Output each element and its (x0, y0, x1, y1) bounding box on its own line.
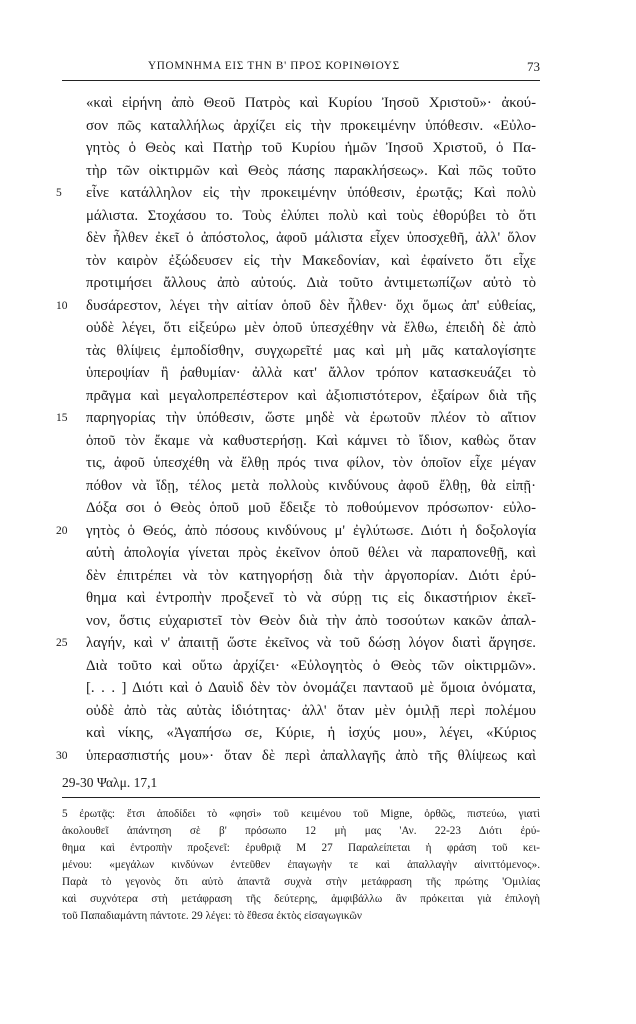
page-number: 73 (527, 59, 540, 74)
footnote-text: ἀκολουθεῖ ἀπάντηση σὲ β' πρόσωπο 12 μὴ μας 'Αν. 22-23 Διότι ἐρύ- (62, 825, 540, 837)
running-head (62, 60, 540, 78)
footnotes-block (62, 806, 540, 925)
footnote-text: Παρὰ τὸ γεγονὸς ὅτι αὐτὸ ἀπαντᾶ συχνὰ στὴν μετάφραση τῆς πρώτης 'Ομιλίας (62, 876, 540, 888)
text-line (86, 250, 536, 273)
main-text-block (56, 92, 536, 767)
footnote-line (62, 806, 540, 823)
text-line (86, 362, 536, 385)
footnote-text: τοῦ Παπαδιαμάντη πάντοτε. 29 λέγει: τὸ ἔθεσα ἐκτὸς εἰσαγωγικῶν (62, 910, 362, 922)
footnote-text: 5 ἐρωτᾷς: ἔτσι ἀποδίδει τὸ «φησὶ» τοῦ κειμένου τοῦ Migne, ὀρθῶς, πιστεύω, γιατὶ (62, 808, 540, 820)
line-text: ὑπερασπιστής μου»· ὅταν δὲ περὶ ἀπαλλαγῆς ἀπὸ τῆς θλίψεως καὶ (86, 747, 536, 764)
text-line (86, 317, 536, 340)
line-text: ὑπεροψίαν ἢ ῥαθυμίαν· ἀλλὰ κατ' ἄλλον τρόπον κατασκευάζει τὸ (86, 365, 536, 381)
line-number: 25 (56, 637, 68, 649)
text-line (56, 182, 536, 205)
text-line (86, 115, 536, 138)
line-text: μάλιστα. Στοχάσου το. Τοὺς ἐλύπει πολὺ καὶ τοὺς ἐθορύβει τὸ ὅτι (86, 207, 536, 224)
line-text: οὐδὲ ἀπὸ τὰς αὐτὰς ἰδιότητας· ἀλλ' ὅταν μὲν ὁμιλῇ περὶ πολέμου (86, 702, 536, 719)
line-text: θημα καὶ ἐντροπὴν προξενεῖ τὸ νὰ σύρῃ τις εἰς δικαστήριον ἐκεῖ- (86, 590, 536, 606)
line-text: τὰς θλίψεις ἐμποδίσθην, συγχωρεῖτέ μας καὶ μὴ μᾶς καταλογίσητε (86, 342, 536, 359)
text-line (86, 475, 536, 498)
line-text: παρηγορίας τὴν ὑπόθεσιν, ὥστε μηδὲ νὰ ἐρωτοῦν πλέον τὸ αἴτιον (86, 410, 536, 426)
text-line (86, 655, 536, 678)
line-number: 10 (56, 299, 68, 312)
text-line (56, 745, 536, 768)
text-line (86, 587, 536, 610)
text-line (86, 542, 536, 565)
line-text: δὲν ἦλθεν ἐκεῖ ὁ ἀπόστολος, ἀφοῦ μάλιστα εἶχεν ὑποσχεθῆ, ἀλλ' ὅλον (86, 230, 536, 246)
text-line (56, 295, 536, 318)
footnote-line (62, 823, 540, 840)
line-number: 5 (56, 187, 62, 199)
line-text: σον πῶς καταλλήλως ἀρχίζει εἰς τὴν προκειμένην ὑπόθεσιν. «Εὐλο- (86, 117, 536, 134)
line-text: «καὶ εἰρήνη ἀπὸ Θεοῦ Πατρὸς καὶ Κυρίου Ἰησοῦ Χριστοῦ»· ἀκού- (86, 95, 536, 111)
footnote-line (62, 908, 540, 925)
footnote-text: μένου: «μεγάλων κινδύνων ἐντεῦθεν ἐπαγωγὴν τε καὶ ἀπαλλαγὴν αἰνιττόμενος». (62, 859, 540, 871)
scripture-reference: 29-30 Ψαλμ. 17,1 (62, 775, 158, 790)
footnote-line (62, 891, 540, 908)
text-line (86, 92, 536, 115)
text-line (86, 610, 536, 633)
text-line (86, 677, 536, 700)
line-text: ὁποῦ τὸν ἔκαμε νὰ καθυστερήσῃ. Καὶ κάμνει τὸ ἴδιον, καθὼς ὅταν (86, 432, 536, 449)
text-line (86, 430, 536, 453)
line-number: 30 (56, 749, 68, 762)
footnote-text: καὶ συχνότερα στὴ μετάφραση τῆς δεύτερης, ἀμφιβάλλω ἂν πρόκειται γιὰ ἐπιλογὴ (62, 893, 540, 905)
line-text: λαγήν, καὶ ν' ἀπαιτῇ ὥστε ἐκεῖνος νὰ τοῦ δώσῃ λόγον διατὶ ἄργησε. (86, 635, 536, 651)
text-line (86, 227, 536, 250)
text-line (56, 520, 536, 543)
footnote-line (62, 840, 540, 857)
text-line (56, 407, 536, 430)
line-text: [. . . ] Διότι καὶ ὁ Δαυὶδ δὲν τὸν ὀνομάζει πανταοῦ μὲ ὅμοια ὀνόματα, (86, 680, 536, 696)
line-text: Διὰ τοῦτο καὶ οὕτω ἀρχίζει· «Εὐλογητὸς ὁ Θεὸς τῶν οἰκτιρμῶν». (86, 657, 536, 674)
footnote-rule (62, 797, 540, 798)
line-text: αὐτὴ ἀπολογία γίνεται πρὸς ἐκεῖνον ὁποῦ θέλει νὰ παραπονεθῇ, καὶ (86, 545, 536, 561)
line-text: δὲν ἐπιτρέπει νὰ τὸν κατηγορήσῃ διὰ τὴν ἀργοπορίαν. Διότι ἐρύ- (86, 567, 536, 584)
line-number: 15 (56, 412, 68, 424)
text-line (86, 160, 536, 183)
line-text: πρᾶγμα καὶ μεγαλοπρεπέστερον καὶ ἀξιοπιστότερον, ἐξαίρων διὰ τῆς (86, 387, 536, 404)
footnote-line (62, 874, 540, 891)
footnote-line (62, 857, 540, 874)
line-text: τις, ἀφοῦ ὑπεσχέθη νὰ ἔλθῃ πρός τινα φίλον, τὸν ὁποῖον εἶχε μέγαν (86, 455, 536, 471)
line-text: καὶ νίκης, «Ἀγαπήσω σε, Κύριε, ἡ ἰσχύς μου», λέγει, «Κύριος (86, 725, 536, 741)
text-line (86, 385, 536, 408)
line-text: οὐδὲ λέγει, ὅτι εἰξεύρω μὲν ὁποῦ ὑπεσχέθην νὰ ἔλθω, ἐπειδὴ δὲ ἀπὸ (86, 320, 536, 336)
line-text: γητὸς ὁ Θεός, ἀπὸ πόσους κινδύνους μ' ἐγλύτωσε. Διότι ἡ δοξολογία (86, 522, 536, 539)
line-text: τὴρ τῶν οἰκτιρμῶν καὶ Θεὸς πάσης παρακλήσεως». Καὶ πῶς τοῦτο (86, 162, 536, 179)
line-text: τὸν καιρὸν ἐξώδευσεν εἰς τὴν Μακεδονίαν, καὶ ἐφαίνετο ὅτι εἶχε (86, 252, 536, 269)
line-text: εἶνε κατάλληλον εἰς τὴν προκειμένην ὑπόθεσιν, ἐρωτᾷς; Καὶ πολὺ (86, 185, 536, 201)
text-line (86, 497, 536, 520)
line-text: δυσάρεστον, λέγει τὴν αἰτίαν ὁποῦ δὲν ἦλθεν· ὄχι ὅμως ἀπ' εὐθείας, (86, 297, 536, 314)
line-text: προτιμήσει ἄλλους ἀπὸ αὐτούς. Διὰ τοῦτο ἀντιμετωπίζων αὐτὸ τὸ (86, 275, 536, 291)
running-title: ΥΠΟΜΝΗΜΑ ΕΙΣ ΤΗΝ Β' ΠΡΟΣ ΚΟΡΙΝΘΙΟΥΣ (148, 60, 400, 72)
text-line (86, 137, 536, 160)
text-line (86, 700, 536, 723)
text-line (86, 452, 536, 475)
line-number: 20 (56, 524, 68, 537)
text-line (86, 272, 536, 295)
text-line (86, 722, 536, 745)
line-text: νον, ὅστις εὐχαριστεῖ τὸν Θεὸν διὰ τὴν ἀπὸ τοσούτων κακῶν ἀπαλ- (86, 612, 536, 629)
text-line (86, 340, 536, 363)
line-text: γητὸς ὁ Θεὸς καὶ Πατὴρ τοῦ Κυρίου ἡμῶν Ἰησοῦ Χριστοῦ, ὁ Πα- (86, 140, 536, 156)
footnote-text: θημα καὶ ἐντροπὴν προξενεῖ: ἐρυθριᾷ Μ 27 Παραλείπεται ἡ φράση τοῦ κει- (62, 842, 540, 854)
line-text: πόθον νὰ ἴδῃ, τέλος μετὰ πολλοὺς κινδύνους ἀφοῦ ἔλθῃ, θὰ εἰπῇ· (86, 477, 536, 494)
text-line (86, 205, 536, 228)
line-text: Δόξα σοι ὁ Θεὸς ὁποῦ μοῦ ἔδειξε τὸ ποθούμενον πρόσωπον· εὐλο- (86, 500, 536, 516)
header-rule (62, 80, 540, 81)
text-line (56, 632, 536, 655)
text-line (86, 565, 536, 588)
